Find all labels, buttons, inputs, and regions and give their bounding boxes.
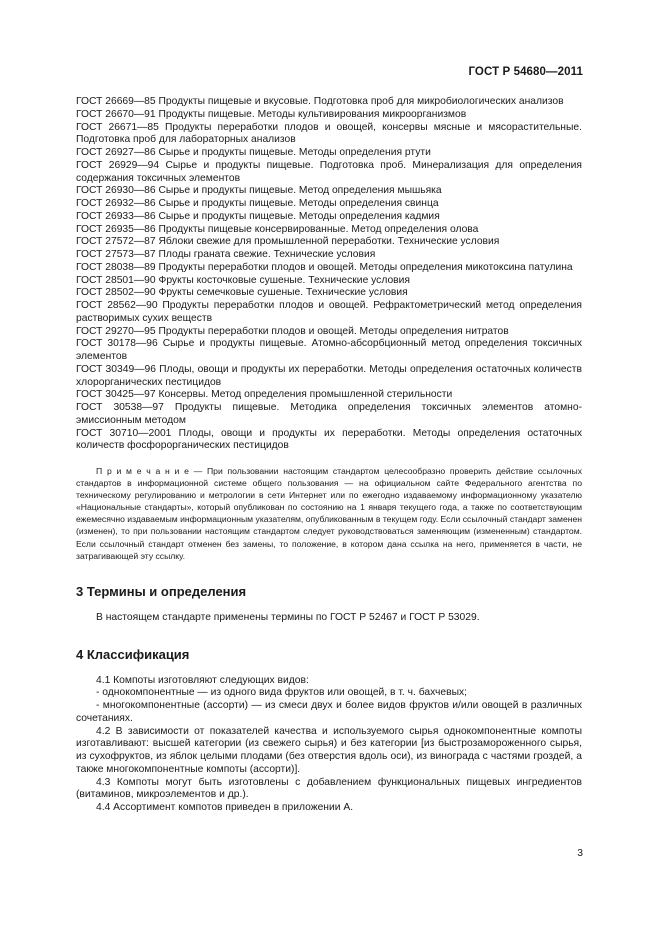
document-body <box>76 96 582 815</box>
document-header: ГОСТ Р 54680—2011 <box>468 66 583 78</box>
reference-item: ГОСТ 30349—96 Плоды, овощи и продукты их переработки. Методы определения остаточных количеств хлорорганических пестицидов <box>76 363 582 388</box>
reference-item: ГОСТ 27573—87 Плоды граната свежие. Технические условия <box>76 249 376 260</box>
list-item-multi-component: - многокомпонентные (ассорти) — из смеси двух и более видов фруктов и/или овощей в различных сочетаниях. <box>76 700 582 724</box>
reference-item: ГОСТ 29270—95 Продукты переработки плодов и овощей. Методы определения нитратов <box>76 325 509 337</box>
reference-item: ГОСТ 28038—89 Продукты переработки плодов и овощей. Методы определения микотоксина патулина <box>76 261 573 273</box>
reference-item: ГОСТ 26670—91 Продукты пищевые. Методы культивирования микроорганизмов <box>76 108 467 120</box>
reference-item: ГОСТ 28502—90 Фрукты семечковые сушеные. Технические условия <box>76 287 408 299</box>
section-4-heading: 4 Классификация <box>76 646 190 662</box>
paragraph-4-4: 4.4 Ассортимент компотов приведен в приложении А. <box>96 802 354 813</box>
page-number: 3 <box>577 848 583 859</box>
section-3-text: В настоящем стандарте применены термины по ГОСТ Р 52467 и ГОСТ Р 53029. <box>96 611 480 623</box>
reference-item: ГОСТ 26932—86 Сырье и продукты пищевые. Методы определения свинца <box>76 198 439 209</box>
normative-references-list <box>76 96 582 453</box>
reference-item: ГОСТ 28501—90 Фрукты косточковые сушеные. Технические условия <box>76 274 410 286</box>
reference-item: ГОСТ 26671—85 Продукты переработки плодов и овощей, консервы мясные и мясорастительные. Подготовка проб для лабораторных анализов <box>76 121 582 146</box>
reference-item: ГОСТ 26935—86 Продукты пищевые консервированные. Метод определения олова <box>76 223 479 235</box>
reference-item: ГОСТ 30710—2001 Плоды, овощи и продукты их переработки. Методы определения остаточных количеств фосфорорганических пестицидов <box>76 427 582 452</box>
reference-item: ГОСТ 30425—97 Консервы. Метод определения промышленной стерильности <box>76 389 453 401</box>
reference-item: ГОСТ 26669—85 Продукты пищевые и вкусовые. Подготовка проб для микробиологических анализов <box>76 96 564 107</box>
references-note: П р и м е ч а н и е — При пользовании настоящим стандартом целесообразно проверить действие ссылочных стандартов в информационной системе общего пользования — на официальном сайте Федерального агентства по техническому регулированию и метрологии в сети Интернет или по ежегодно издаваемому информационному указателю «Национальные стандарты», который опубликован по состоянию на 1 января текущего года, а также по соответствующим ежемесячно издаваемым информационным указателям, опубликованным в текущем году. Если ссылочный стандарт заменен (изменен), то при пользовании настоящим стандартом следует руководствоваться заменяющим (измененным) стандартом. Если ссылочный стандарт отменен без замены, то положение, в котором дана ссылка на него, применяется в части, не затрагивающей эту ссылку. <box>76 466 582 561</box>
reference-item: ГОСТ 26927—86 Сырье и продукты пищевые. Методы определения ртути <box>76 147 431 158</box>
reference-item: ГОСТ 26929—94 Сырье и продукты пищевые. Подготовка проб. Минерализация для определения содержания токсичных элементов <box>76 159 582 184</box>
section-3-heading: 3 Термины и определения <box>76 583 247 599</box>
reference-item: ГОСТ 26930—86 Сырье и продукты пищевые. Метод определения мышьяка <box>76 185 442 197</box>
list-item-single-component: - однокомпонентные — из одного вида фруктов или овощей, в т. ч. бахчевых; <box>96 687 468 699</box>
reference-item: ГОСТ 26933—86 Сырье и продукты пищевые. Методы определения кадмия <box>76 210 440 222</box>
reference-item: ГОСТ 28562—90 Продукты переработки плодов и овощей. Рефрактометрический метод определения растворимых сухих веществ <box>76 300 582 324</box>
paragraph-4-1: 4.1 Компоты изготовляют следующих видов: <box>96 674 309 686</box>
reference-item: ГОСТ 30538—97 Продукты пищевые. Методика определения токсичных элементов атомно-эмиссионным методом <box>76 402 582 426</box>
paragraph-4-3: 4.3 Компоты могут быть изготовлены с добавлением функциональных пищевых ингредиентов (витаминов, микроэлементов и др.). <box>76 776 582 801</box>
reference-item: ГОСТ 30178—96 Сырье и продукты пищевые. Атомно-абсорбционный метод определения токсичных элементов <box>76 338 582 362</box>
section-4-body <box>76 675 582 815</box>
reference-item: ГОСТ 27572—87 Яблоки свежие для промышленной переработки. Технические условия <box>76 236 500 248</box>
paragraph-4-2: 4.2 В зависимости от показателей качества и используемого сырья однокомпонентные компоты изготавливают: высшей категории (из свежего сырья) и без категории [из быстрозамороженного сырья, из сухофруктов, из яблок целыми плодами (без отверстия вдоль оси), из винограда с частями гроздей, а также многокомпонентные компоты (ассорти)]. <box>76 725 582 775</box>
